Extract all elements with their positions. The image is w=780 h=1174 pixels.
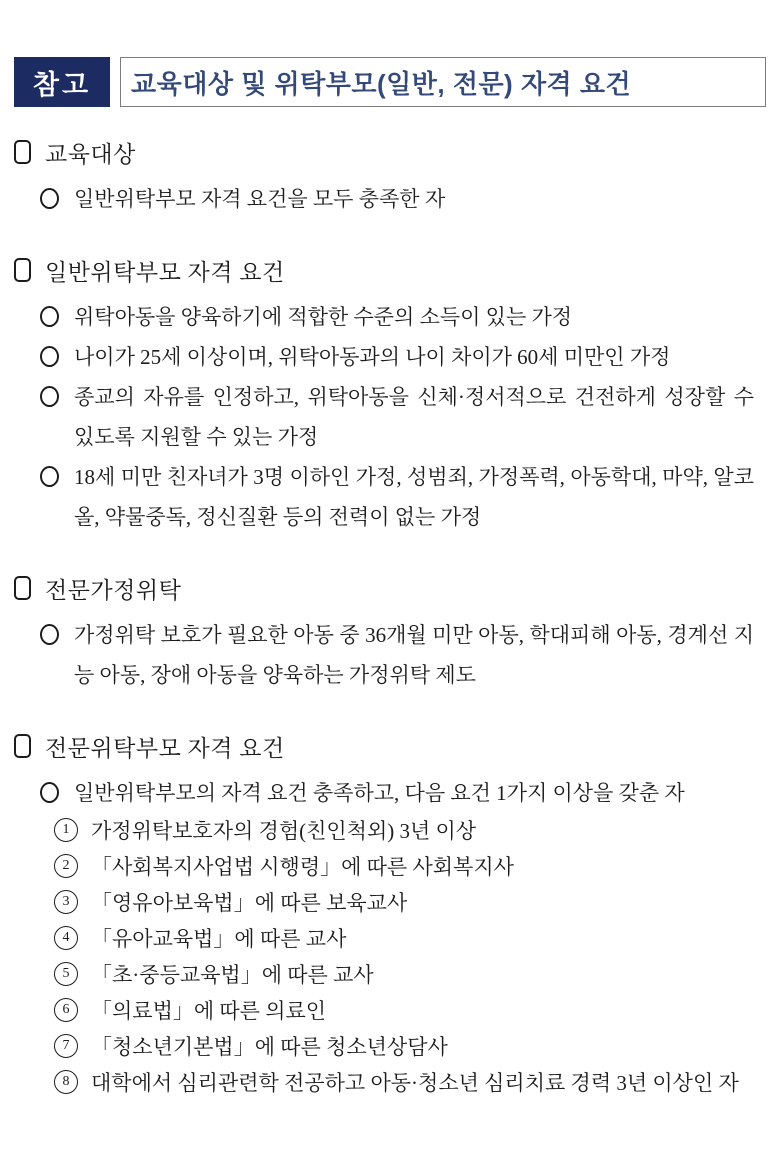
bullet-text: 일반위탁부모의 자격 요건 충족하고, 다음 요건 1가지 이상을 갖춘 자 bbox=[74, 781, 685, 805]
document-page bbox=[0, 57, 780, 1174]
section-heading bbox=[14, 573, 766, 603]
section-heading bbox=[14, 731, 766, 761]
checkbox-marker-icon bbox=[14, 140, 31, 164]
section-heading bbox=[14, 255, 766, 285]
numbered-text: 「유아교육법」에 따른 교사 bbox=[91, 927, 347, 951]
document-header bbox=[14, 57, 766, 107]
numbered-item bbox=[14, 849, 766, 885]
numbered-text: 「의료법」에 따른 의료인 bbox=[91, 999, 327, 1023]
numbered-item bbox=[14, 957, 766, 993]
checkbox-marker-icon bbox=[14, 734, 31, 758]
document-body bbox=[0, 137, 780, 1101]
numbered-text: 가정위탁보호자의 경험(친인척외) 3년 이상 bbox=[91, 819, 477, 843]
numbered-item bbox=[14, 1065, 766, 1101]
reference-badge-label: 참고 bbox=[32, 69, 92, 100]
numbered-text: 「영유아보육법」에 따른 보육교사 bbox=[91, 891, 408, 915]
section-heading-label: 교육대상 bbox=[45, 141, 136, 167]
section bbox=[14, 731, 766, 1101]
circle-bullet-icon bbox=[40, 782, 59, 803]
numbered-item bbox=[14, 993, 766, 1029]
circled-number-icon: 1 bbox=[54, 818, 78, 842]
circle-bullet-icon bbox=[40, 466, 59, 487]
circled-number-icon: 2 bbox=[54, 854, 78, 878]
section bbox=[14, 255, 766, 537]
bullet-text: 가정위탁 보호가 필요한 아동 중 36개월 미만 아동, 학대피해 아동, 경계선 지능 아동, 장애 아동을 양육하는 가정위탁 제도 bbox=[74, 623, 754, 687]
numbered-item bbox=[14, 921, 766, 957]
section bbox=[14, 137, 766, 219]
circled-number-icon: 4 bbox=[54, 926, 78, 950]
numbered-item bbox=[14, 813, 766, 849]
circled-number-icon: 8 bbox=[54, 1070, 78, 1094]
bullet-item bbox=[14, 337, 766, 377]
checkbox-marker-icon bbox=[14, 576, 31, 600]
numbered-text: 「청소년기본법」에 따른 청소년상담사 bbox=[91, 1035, 448, 1059]
bullet-text: 위탁아동을 양육하기에 적합한 수준의 소득이 있는 가정 bbox=[74, 305, 573, 329]
bullet-text: 나이가 25세 이상이며, 위탁아동과의 나이 차이가 60세 미만인 가정 bbox=[74, 345, 671, 369]
checkbox-marker-icon bbox=[14, 258, 31, 282]
bullet-text: 18세 미만 친자녀가 3명 이하인 가정, 성범죄, 가정폭력, 아동학대, 마약, 알코올, 약물중독, 정신질환 등의 전력이 없는 가정 bbox=[74, 465, 754, 529]
circle-bullet-icon bbox=[40, 306, 59, 327]
circle-bullet-icon bbox=[40, 624, 59, 645]
circled-number-icon: 6 bbox=[54, 998, 78, 1022]
section-heading-label: 일반위탁부모 자격 요건 bbox=[45, 259, 285, 285]
circle-bullet-icon bbox=[40, 188, 59, 209]
circle-bullet-icon bbox=[40, 386, 59, 407]
bullet-item bbox=[14, 377, 766, 457]
numbered-text: 「초·중등교육법」에 따른 교사 bbox=[91, 963, 374, 987]
bullet-text: 일반위탁부모 자격 요건을 모두 충족한 자 bbox=[74, 187, 446, 211]
circled-number-icon: 3 bbox=[54, 890, 78, 914]
numbered-item bbox=[14, 885, 766, 921]
section bbox=[14, 573, 766, 695]
reference-badge bbox=[14, 57, 110, 107]
bullet-item bbox=[14, 297, 766, 337]
circled-number-icon: 7 bbox=[54, 1034, 78, 1058]
page-title: 교육대상 및 위탁부모(일반, 전문) 자격 요건 bbox=[131, 68, 632, 99]
bullet-item bbox=[14, 179, 766, 219]
numbered-text: 「사회복지사업법 시행령」에 따른 사회복지사 bbox=[91, 855, 514, 879]
circle-bullet-icon bbox=[40, 346, 59, 367]
bullet-item bbox=[14, 615, 766, 695]
section-heading-label: 전문위탁부모 자격 요건 bbox=[45, 735, 285, 761]
section-heading-label: 전문가정위탁 bbox=[45, 577, 182, 603]
numbered-text: 대학에서 심리관련학 전공하고 아동·청소년 심리치료 경력 3년 이상인 자 bbox=[91, 1071, 739, 1095]
bullet-text: 종교의 자유를 인정하고, 위탁아동을 신체·정서적으로 건전하게 성장할 수 있도록 지원할 수 있는 가정 bbox=[74, 385, 754, 449]
bullet-item bbox=[14, 457, 766, 537]
title-box bbox=[120, 57, 766, 107]
bullet-item bbox=[14, 773, 766, 813]
numbered-item bbox=[14, 1029, 766, 1065]
section-heading bbox=[14, 137, 766, 167]
circled-number-icon: 5 bbox=[54, 962, 78, 986]
